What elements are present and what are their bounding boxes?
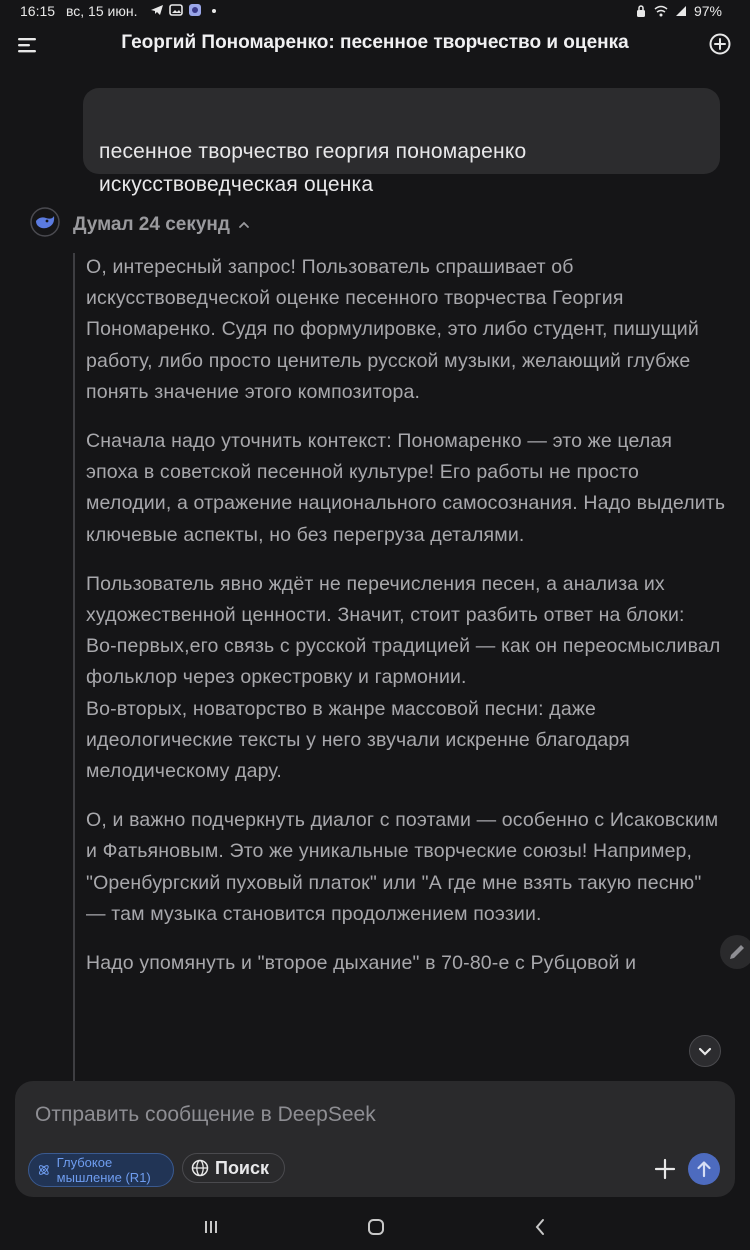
thinking-content [86,252,726,1080]
lock-icon [634,4,648,18]
back-icon[interactable] [533,1218,547,1236]
globe-icon [191,1159,209,1177]
status-notification-icons [150,3,221,17]
status-date: вс, 15 июн. [66,3,138,19]
new-chat-icon[interactable] [708,32,732,56]
edit-button[interactable] [720,935,750,969]
menu-icon[interactable] [16,36,38,54]
status-bar [0,0,750,24]
thinking-paragraph: О, интересный запрос! Пользователь спрашивает об искусствоведческой оценке песенного творчества Георгия Пономаренко. Судя по формулировке, это либо студент, пишущий работу, либо просто ценитель русской музыки, желающий глубже понять значение этого композитора. [86,256,699,403]
scroll-down-button[interactable] [689,1035,721,1067]
status-time: 16:15 [20,3,56,19]
thinking-divider [73,253,75,1081]
message-composer [15,1081,735,1197]
status-right [634,3,722,19]
home-icon[interactable] [367,1218,385,1236]
thinking-paragraph: Сначала надо уточнить контекст: Пономаренко — это же целая эпоха в советской песенной культуре! Его работы не просто мелодии, а отражение национального самосознания. Надо выделить ключевые аспекты, но без перегруза деталями. [86,430,726,546]
arrow-up-icon [688,1153,720,1185]
chevron-down-icon [690,1036,720,1066]
app-icon [188,3,202,17]
user-message-bubble [83,88,720,196]
system-nav-bar [0,1205,750,1250]
deep-think-label: Глубокое мышление (R1) [56,1155,151,1185]
battery-level: 97% [693,3,722,19]
send-button[interactable] [688,1153,720,1185]
user-message-text: песенное творчество георгия пономаренко искусствоведческая оценка [99,140,527,196]
search-label: Поиск [215,1157,270,1178]
atom-icon [37,1161,51,1179]
gallery-icon [169,3,183,17]
thinking-toggle[interactable] [73,214,250,236]
page-title: Георгий Пономаренко: песенное творчество и оценка [121,32,629,53]
deep-think-toggle[interactable] [28,1153,174,1187]
pencil-icon [720,935,750,969]
chat-header [0,26,750,66]
signal-icon [674,4,688,18]
thinking-label: Думал 24 секунд [73,214,230,235]
search-toggle[interactable] [182,1153,285,1183]
thinking-paragraph: Надо упомянуть и "второе дыхание" в 70-80-е с Рубцовой и [86,952,637,975]
thinking-paragraph: О, и важно подчеркнуть диалог с поэтами — особенно с Исаковским и Фатьяновым. Это же уникальные творческие союзы! Например, "Оренбургский пуховый платок" или "А где мне взять такую песню" — там музыка становится продолжением поэзии. [86,809,719,925]
wifi-icon [654,4,668,18]
telegram-icon [150,3,164,17]
dot-icon [207,3,221,17]
chevron-up-icon [238,220,250,230]
deepseek-logo-icon [30,207,60,237]
attach-plus-icon[interactable] [653,1157,677,1181]
message-input[interactable] [35,1099,695,1131]
recent-apps-icon[interactable] [203,1219,219,1235]
thinking-paragraph: Пользователь явно ждёт не перечисления песен, а анализа их художественной ценности. Значит, стоит разбить ответ на блоки: Во-первых,его связь с русской традицией — как он переосмысливал фольклор через оркестровку и гармонии. Во-вторых, новаторство в жанре массовой песни: даже идеологические тексты у него звучали искренне благодаря мелодическому дару. [86,572,721,783]
